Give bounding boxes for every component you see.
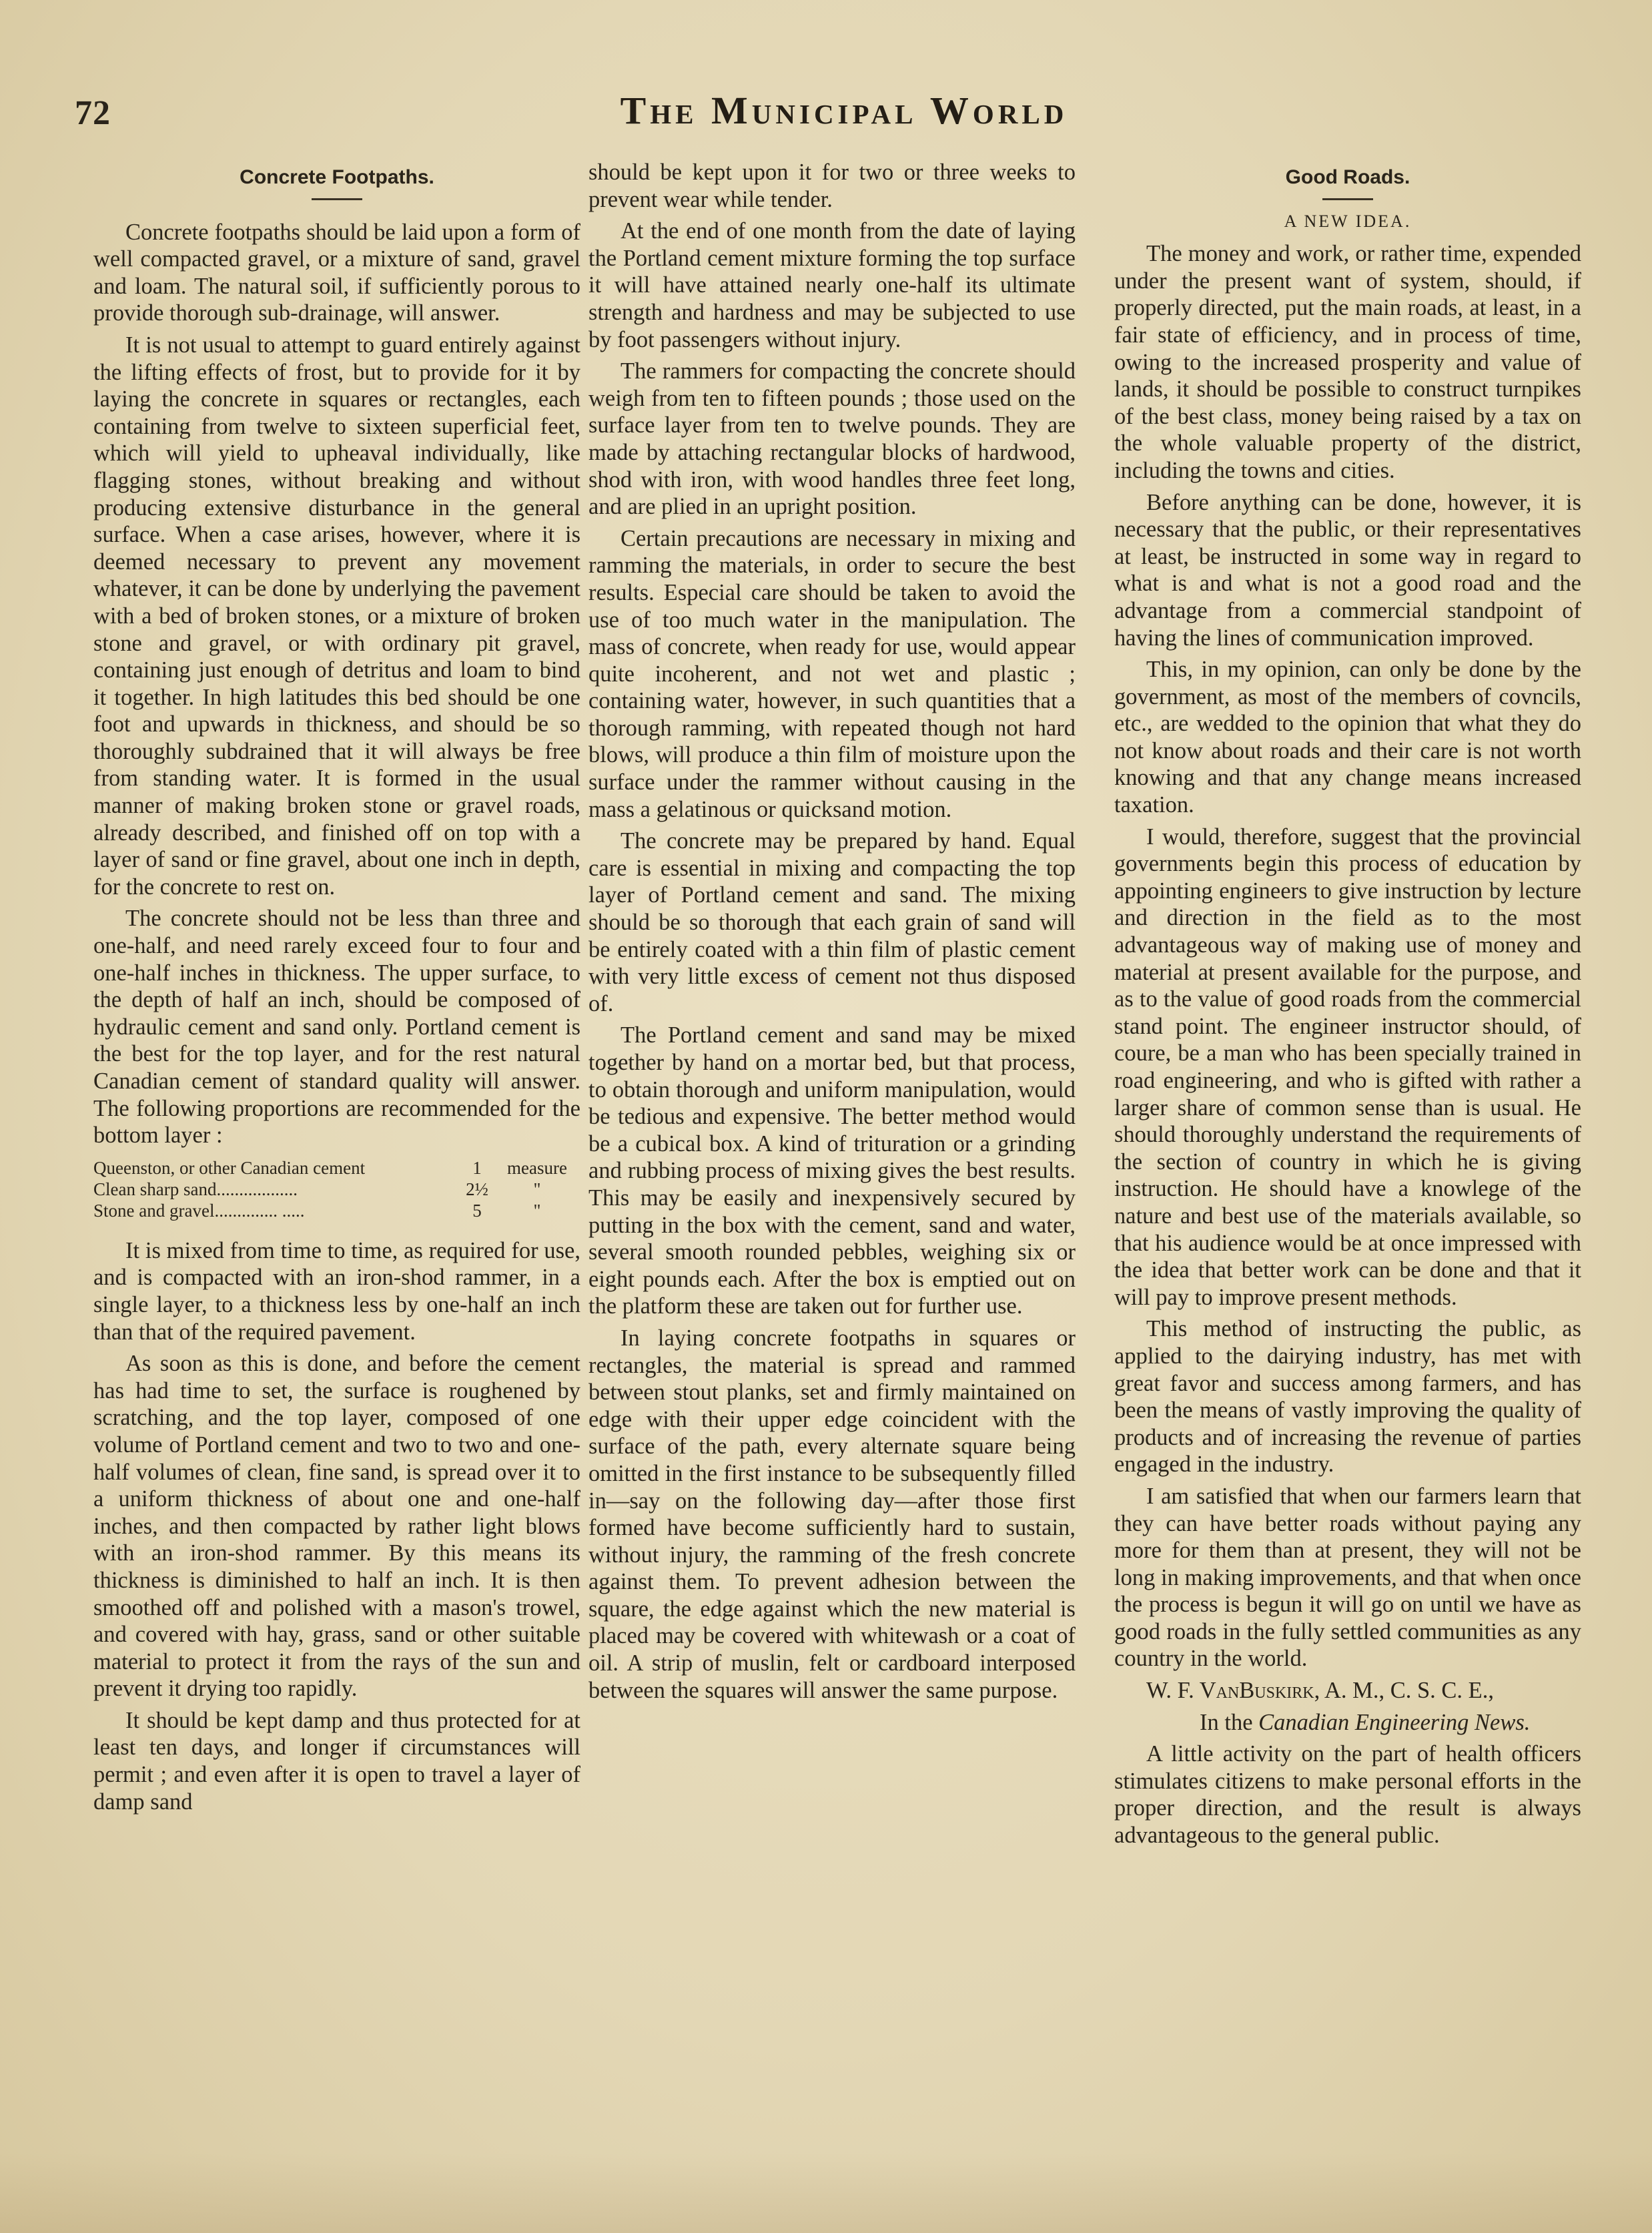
table-cell-unit: " (533, 1179, 541, 1199)
paragraph: I am satisfied that when our farmers learn that they can have better roads without paying any more for them than at present, they will not be long in making improvements, and that when once the process is begun it will go on until we have as good roads in the fully settled communities as any country in the world. (1114, 1483, 1581, 1672)
paragraph: It is mixed from time to time, as required for use, and is compacted with an iron-shod rammer, in a single layer, to a thickness less by one-half an inch than that of the required pavement. (93, 1237, 580, 1345)
article-source (1114, 1709, 1581, 1736)
table-row (93, 1179, 580, 1200)
table-row (93, 1157, 580, 1179)
page-number: 72 (75, 94, 111, 132)
column-2 (588, 159, 1076, 2193)
column-3 (1114, 159, 1581, 2193)
article-author (1114, 1677, 1581, 1704)
paragraph: The rammers for compacting the concrete should weigh from ten to fifteen pounds ; those used on the surface layer from ten to twelve pounds. They are made by attaching rectangular blocks of hardwood, shod with iron, with wood handles three feet long, and are plied in an upright position. (588, 358, 1076, 520)
column-1 (93, 159, 580, 2193)
paragraph: It is not usual to attempt to guard entirely against the lifting effects of frost, but to provide for it by laying the concrete in squares or rectangles, each containing from twelve to sixteen superficial feet, which will yield to upheaval individually, like flagging stones, without breaking and without producing extensive disturbance in the general surface. When a case arises, however, where it is deemed necessary to prevent any movement whatever, it can be done by underlying the pavement with a bed of broken stones, or a mixture of broken stone and gravel, or with ordinary pit gravel, containing just enough of detritus and loam to bind it together. In high latitudes this bed should be one foot and upwards in thickness, and should be so thoroughly subdrained that it will always be free from standing water. It is formed in the usual manner of making broken stone or gravel roads, already described, and finished off on top with a layer of sand or fine gravel, about one inch in depth, for the concrete to rest on. (93, 332, 580, 900)
heading-rule (312, 198, 362, 200)
paragraph: This, in my opinion, can only be done by the government, as most of the members of covncils, etc., are wedded to the opinion that what they do not know about roads and their care is not worth knowing and that any change means increased taxation. (1114, 657, 1581, 818)
paper-edge-shading (0, 2153, 1652, 2233)
table-cell-item: Clean sharp sand.................. (93, 1179, 298, 1199)
table-cell-qty: 2½ (466, 1179, 488, 1199)
paragraph: The concrete should not be less than three and one-half, and need rarely exceed four to four and one-half inches in thickness. The upper surface, to the depth of half an inch, should be composed of hydraulic cement and sand only. Portland cement is the best for the top layer, and for the rest natural Canadian cement of standard quality will answer. The following proportions are recommended for the bottom layer : (93, 906, 580, 1149)
paragraph: The Portland cement and sand may be mixed together by hand on a mortar bed, but that process, to obtain thorough and uniform manipulation, would be tedious and expensive. The better method would be a cubical box. A kind of trituration or a grinding and rubbing process of mixing gives the best results. This may be easily and inexpensively secured by putting in the box with the cement, sand and water, several smooth rounded pebbles, weighing six or eight pounds each. After the box is emptied out on the platform these are taken out for further use. (588, 1022, 1076, 1319)
paragraph: should be kept upon it for two or three weeks to prevent wear while tender. (588, 160, 1076, 212)
paragraph: I would, therefore, suggest that the provincial governments begin this process of education by appointing engineers to give instruction by lecture and direction in the field as to the most advantageous way of making use of money and material at present available for the purpose, and as to the value of good roads from the commercial stand point. The engineer instructor should, of coure, be a man who has been specially trained in road engineering, and who is gifted with rather a larger share of common sense than is usual. He should thoroughly understand the requirements of the section of country in which he is giving instruction. He should have a knowlege of the nature and best use of the materials available, so that his audience would be at once impressed with the idea that better work can be done and that it will pay to improve present methods. (1114, 824, 1581, 1310)
paragraph: It should be kept damp and thus protected for at least ten days, and longer if circumstances will permit ; and even after it is open to travel a layer of damp sand (93, 1707, 580, 1815)
article-subheading: A NEW IDEA. (1284, 211, 1412, 231)
table-cell-qty: 1 (472, 1157, 482, 1178)
paragraph: A little activity on the part of health officers stimulates citizens to make personal efforts in the proper direction, and the result is always advantageous to the general public. (1114, 1741, 1581, 1849)
heading-rule (1322, 198, 1373, 200)
source-publication: Canadian Engineering News. (1258, 1709, 1531, 1735)
paragraph: At the end of one month from the date of laying the Portland cement mixture forming the top surface it will have attained nearly one-half its ultimate strength and hardness and may be subjected to use by foot passengers without injury. (588, 218, 1076, 352)
table-cell-unit: measure (507, 1157, 567, 1178)
paragraph: Before anything can be done, however, it is necessary that the public, or their representatives at least, be instructed in some way in regard to what is and what is not a good road and the advantage from a commercial standpoint of having the lines of communication improved. (1114, 489, 1581, 651)
paragraph: The concrete may be prepared by hand. Equal care is essential in mixing and compacting the top layer of Portland cement and sand. The mixing should be so thorough that each grain of sand will be entirely coated with a thin film of plastic cement with very little excess of cement not thus disposed of. (588, 828, 1076, 1016)
paragraph: Concrete footpaths should be laid upon a form of well compacted gravel, or a mixture of sand, gravel and loam. The natural soil, if sufficiently porous to provide thorough sub-drainage, will answer. (93, 219, 580, 326)
article-heading-good-roads: Good Roads. (1285, 166, 1410, 188)
table-cell-qty: 5 (472, 1200, 482, 1221)
author-name: W. F. VanBuskirk, A. M., C. S. C. E., (1146, 1678, 1494, 1704)
article-heading-concrete-footpaths: Concrete Footpaths. (240, 166, 434, 188)
table-cell-unit: " (533, 1200, 541, 1221)
proportions-table (93, 1157, 580, 1221)
masthead-title: The Municipal World (620, 89, 1068, 132)
table-row (93, 1200, 580, 1221)
paragraph: Certain precautions are necessary in mixing and ramming the materials, in order to secure the best results. Especial care should be taken to avoid the use of too much water in the manipulation. The mass of concrete, when ready for use, would appear quite incoherent, and not wet and plastic ; containing water, however, in such quantities that a thorough ramming, with repeated though not hard blows, will produce a thin film of moisture upon the surface under the rammer without causing in the mass a gelatinous or quicksand motion. (588, 525, 1076, 822)
paragraph: This method of instructing the public, as applied to the dairying industry, has met with great favor and success among farmers, and has been the means of vastly improving the quality of products and of increasing the revenue of parties engaged in the industry. (1114, 1316, 1581, 1478)
table-cell-item: Stone and gravel.............. ..... (93, 1200, 305, 1221)
paragraph: The money and work, or rather time, expended under the present want of system, should, if properly directed, put the main roads, at least, in a fair state of efficiency, and in process of time, owing to the increased prosperity and value of lands, it should be possible to construct turnpikes of the best class, money being raised by a tax on the whole valuable property of the district, including the towns and cities. (1114, 241, 1581, 483)
source-prefix: In the (1200, 1709, 1253, 1735)
paragraph: In laying concrete footpaths in squares or rectangles, the material is spread and rammed between stout planks, set and firmly maintained on edge with their upper edge coincident with the surface of the path, every alternate square being omitted in the first instance to be subsequently filled in—say on the following day—after those first formed have become sufficiently hard to sustain, without injury, the ramming of the fresh concrete against them. To prevent adhesion between the square, the edge against which the new material is placed may be covered with whitewash or a coat of oil. A strip of muslin, felt or cardboard interposed between the squares will answer the same purpose. (588, 1325, 1076, 1703)
table-cell-item: Queenston, or other Canadian cement (93, 1157, 366, 1178)
paragraph: As soon as this is done, and before the cement has had time to set, the surface is roughened by scratching, and the top layer, composed of one volume of Portland cement and two to two and one-half volumes of clean, fine sand, is spread over it to a uniform thickness of about one and one-half inches, and then compacted by rather light blows with an iron-shod rammer. By this means its thickness is diminished to half an inch. It is then smoothed off and polished with a mason's trowel, and covered with hay, grass, sand or other suitable material to protect it from the rays of the sun and prevent it drying too rapidly. (93, 1351, 580, 1702)
